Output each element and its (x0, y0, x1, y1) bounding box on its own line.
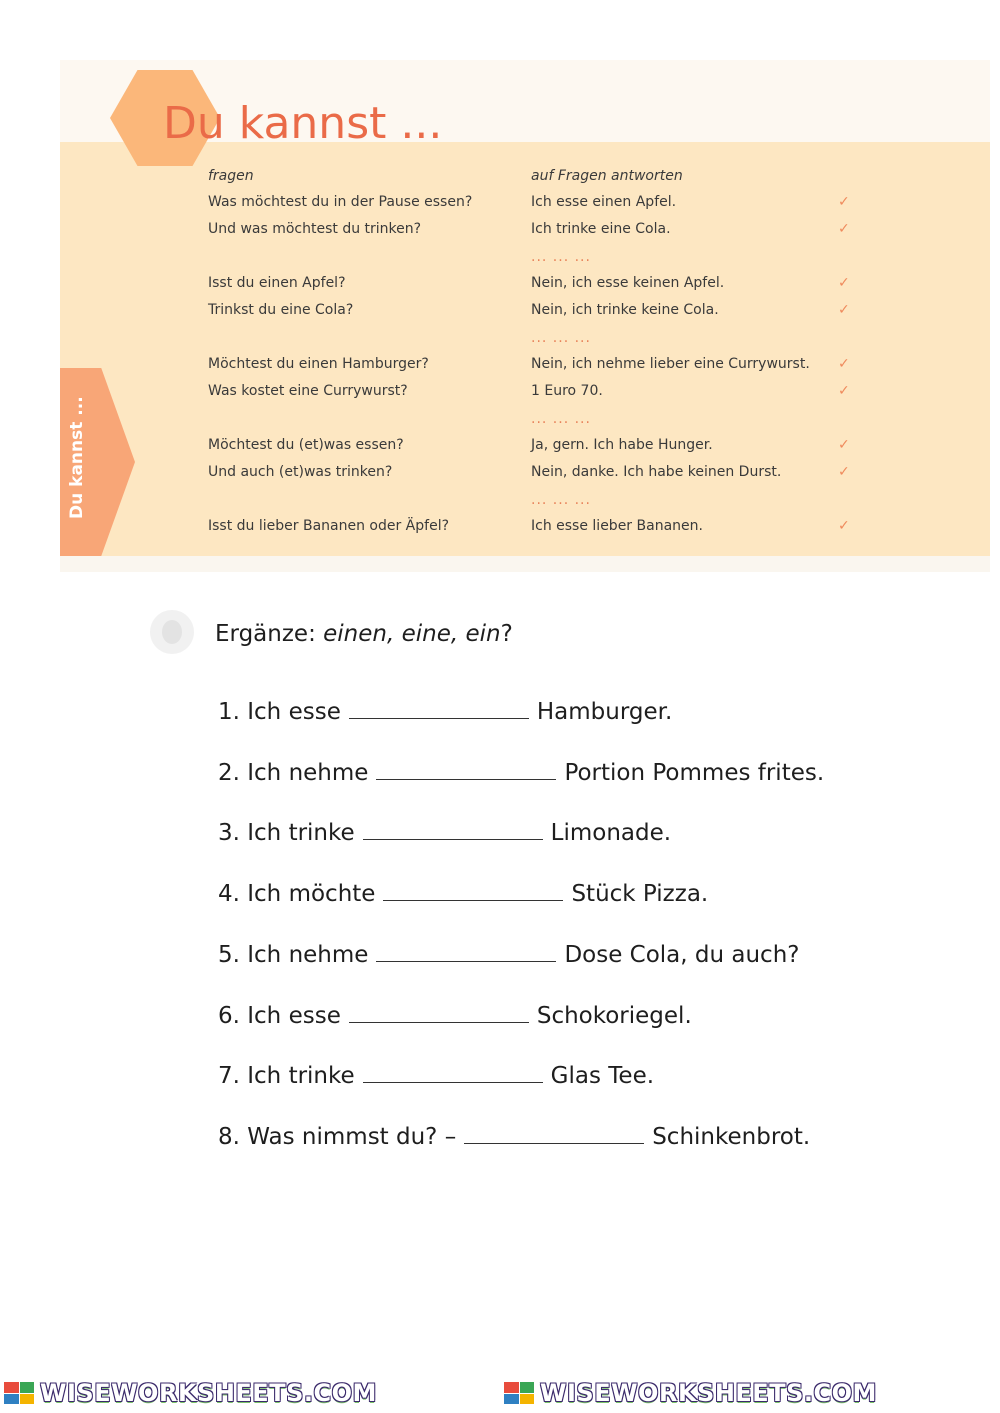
question-text: Trinkst du eine Cola? (208, 302, 354, 318)
side-tab-label: Du kannst ... (67, 396, 87, 519)
checkmark-icon: ✓ (838, 221, 850, 237)
summary-title: Du kannst ... (163, 98, 443, 149)
answer-blank[interactable] (349, 1000, 529, 1023)
answer-text: Ich esse einen Apfel. (531, 194, 677, 210)
answer-text: Nein, danke. Ich habe keinen Durst. (531, 464, 782, 480)
exercise-instruction (215, 618, 513, 650)
item-suffix: Schinkenbrot. (652, 1124, 811, 1150)
exercise-item (218, 1060, 654, 1092)
answer-blank[interactable] (363, 817, 543, 840)
answer-text: Ich esse lieber Bananen. (531, 518, 703, 534)
question-text: Was möchtest du in der Pause essen? (208, 194, 473, 210)
instruction-prefix: Ergänze: (215, 621, 324, 647)
exercise-item (218, 817, 671, 849)
question-text: Und was möchtest du trinken? (208, 221, 422, 237)
question-text: Möchtest du einen Hamburger? (208, 356, 429, 372)
answer-text: Nein, ich nehme lieber eine Currywurst. (531, 356, 810, 372)
footer-brand: WISEWORKSHEETS.COM (540, 1379, 877, 1407)
item-suffix: Portion Pommes frites. (564, 760, 825, 786)
ellipsis-row: ... ... ... (531, 411, 591, 427)
answer-text: 1 Euro 70. (531, 383, 603, 399)
item-suffix: Schokoriegel. (536, 1003, 692, 1029)
exercise-icon (150, 610, 194, 654)
question-text: Und auch (et)was trinken? (208, 464, 393, 480)
item-prefix: 5. Ich nehme (218, 942, 369, 968)
item-prefix: 1. Ich esse (218, 699, 341, 725)
footer-brand-unit (500, 1378, 1000, 1408)
summary-panel-bottom (60, 556, 990, 572)
checkmark-icon: ✓ (838, 437, 850, 453)
item-suffix: Dose Cola, du auch? (564, 942, 800, 968)
answer-blank[interactable] (376, 757, 556, 780)
answer-text: Ich trinke eine Cola. (531, 221, 671, 237)
question-text: Was kostet eine Currywurst? (208, 383, 408, 399)
logo-icon (4, 1382, 34, 1404)
logo-icon (504, 1382, 534, 1404)
checkmark-icon: ✓ (838, 302, 850, 318)
answer-text: Ja, gern. Ich habe Hunger. (531, 437, 713, 453)
item-suffix: Stück Pizza. (571, 881, 709, 907)
answer-text: Nein, ich esse keinen Apfel. (531, 275, 725, 291)
answer-blank[interactable] (349, 696, 529, 719)
exercise-item (218, 696, 672, 728)
answer-blank[interactable] (363, 1060, 543, 1083)
ellipsis-row: ... ... ... (531, 249, 591, 265)
answer-blank[interactable] (376, 939, 556, 962)
item-prefix: 7. Ich trinke (218, 1063, 355, 1089)
exercise-item (218, 878, 708, 910)
item-prefix: 6. Ich esse (218, 1003, 341, 1029)
checkmark-icon: ✓ (838, 518, 850, 534)
ellipsis-row: ... ... ... (531, 492, 591, 508)
header-antworten: auf Fragen antworten (531, 168, 683, 184)
header-fragen: fragen (208, 168, 254, 184)
item-prefix: 2. Ich nehme (218, 760, 369, 786)
checkmark-icon: ✓ (838, 275, 850, 291)
item-prefix: 8. Was nimmst du? – (218, 1124, 457, 1150)
item-suffix: Limonade. (550, 820, 672, 846)
item-prefix: 3. Ich trinke (218, 820, 355, 846)
answer-text: Nein, ich trinke keine Cola. (531, 302, 719, 318)
checkmark-icon: ✓ (838, 464, 850, 480)
item-suffix: Glas Tee. (550, 1063, 655, 1089)
item-suffix: Hamburger. (536, 699, 673, 725)
answer-blank[interactable] (383, 878, 563, 901)
footer-watermark (0, 1378, 1000, 1408)
checkmark-icon: ✓ (838, 356, 850, 372)
answer-blank[interactable] (464, 1121, 644, 1144)
exercise-item (218, 939, 800, 971)
instruction-suffix: ? (500, 621, 513, 647)
item-prefix: 4. Ich möchte (218, 881, 376, 907)
summary-panel (60, 142, 990, 556)
footer-brand: WISEWORKSHEETS.COM (40, 1379, 377, 1407)
question-text: Möchtest du (et)was essen? (208, 437, 404, 453)
exercise-item (218, 757, 824, 789)
exercise-item (218, 1000, 692, 1032)
ellipsis-row: ... ... ... (531, 330, 591, 346)
checkmark-icon: ✓ (838, 383, 850, 399)
exercise-item (218, 1121, 810, 1153)
checkmark-icon: ✓ (838, 194, 850, 210)
instruction-emphasis: einen, eine, ein (323, 621, 501, 647)
footer-brand-unit (0, 1378, 500, 1408)
question-text: Isst du einen Apfel? (208, 275, 346, 291)
question-text: Isst du lieber Bananen oder Äpfel? (208, 518, 450, 534)
